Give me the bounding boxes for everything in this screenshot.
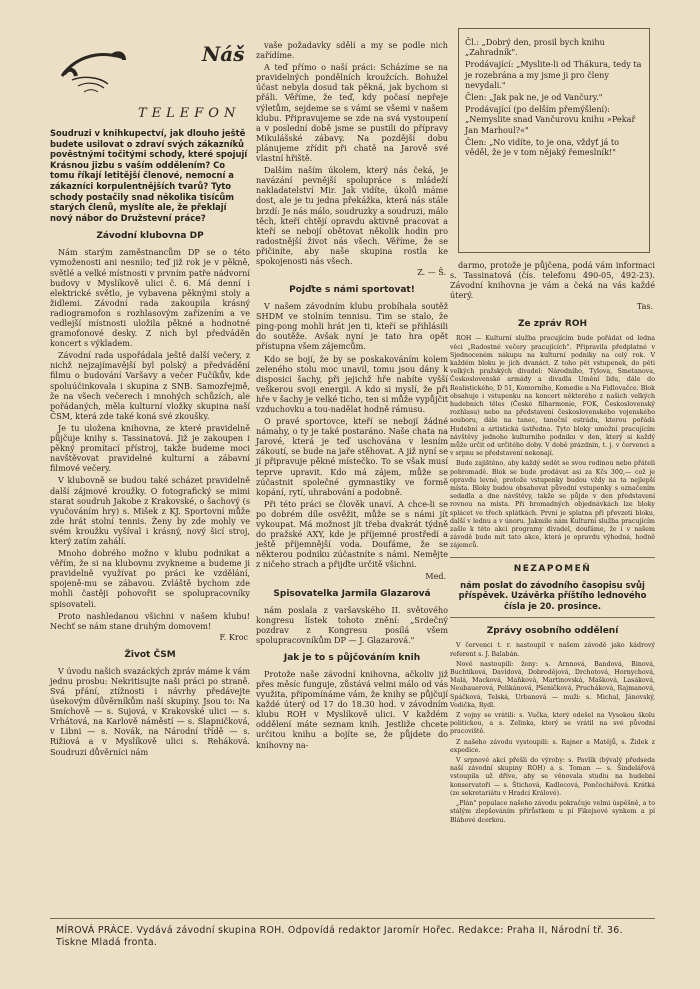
section-title-roh: Ze zpráv ROH: [517, 319, 588, 330]
dialog-text: (po delším přemýšlení): „Nemyslite snad Vančurovu knihu »Pekař Jan Marhoul?«": [465, 104, 636, 135]
paragraph: Bude zajištěno, aby každý sedět se svou rodinou nebo přáteli pohromadě. Blok se bude prodávat asi za Kčs 300,— což je opravdu levné, protože vstupenky budou vždy na ta nejlepší místa. Bloky budou obsahovat původní vstupenky s označením sedadla a dne návštěvy, takže se půjde v den představení rovnou na místa. Při hromadných objednávkách lze bloky splácet ve třech splátkách. První je splatna při převzetí bloku, další v lednu a v únoru. Jakmile nám Kulturní služba pracujícím zašle k této akci programy divadel, doufáme, že i v našem závodě bude mít tato akce, která je opravdu výhodná, hodně zájemců.: [450, 460, 655, 550]
paragraph: Nám starým zaměstnancům DP se o této vymoženosti ani nesnilo; teď již rok je v pěkně, světlé a velké místnosti v prvním patře nádvorní budovy v Myslíkově ulici č. 6. Má denní i elektrické světlo, je vybavena pěknými stoly a židlemi. Závodní rada zakoupila krásný radiogramofon s rozhlasovým zařízením a ve vedlejší místnosti uložila pěkné a hodnotné gramofonové desky. Z nich byl předváděn koncert s výkladem.: [50, 247, 250, 349]
dialog-line: [465, 59, 643, 90]
masthead-title-telefon: TELEFON: [138, 106, 241, 121]
paragraph: ROH — Kulturní služba pracujícím bude pořádat od ledna věci „Radostné večery pracujících". Připravila předplatné v Sjednoceném nákupu na kulturní podniky na celý rok. V každém bloku je jich dvanáct. Z toho pět vstupenek, do pěti velkých pražských divadel: Národního, Tylova, Smetanova, Československé armády a divadla Umění lidu, dále do Realistického, D 51, Komorního, Komedie a Na Fidlovačce. Blok obsahuje i vstupenku na koncert některého z našich velkých hudebních těles (České filharmonie, FOK, Československý rozhlasu) nebo na představení československého vojenského souboru, dále na tanec, taneční estrádu, kterou pořádá Hudební a artistická ústředna. Tyto bloky umožní pracujícím návštěvy jednoho kulturního podniku v den, který si každý může určit od určitého doby. V době prázdnin, t. j. v červenci a v srpnu se představení nekonají.: [450, 335, 655, 458]
column-3: [450, 37, 655, 827]
paragraph: O pravé sportovce, kteří se nebojí žádné námahy, o ty je také postaráno. Naše chata na Jarové, která je teď uschována v lesním zákoutí, se bude na jaře stěhovat. A již nyní se jí připravuje pěkné místečko. To se však musí teprve upravit. Kdo má zájem, může se zúčastnit společné gymnastiky ve formě kopání, rytí, uhrabování a podobně.: [256, 416, 448, 497]
dialog-text: „Dobrý den, prosil bych knihu „Zahradník".: [465, 37, 605, 58]
author-signature: Med.: [425, 571, 446, 581]
paragraph: V klubovně se budou také scházet pravidelně další zájmové kroužky. O fotografický se mimi starat soudruh Jakobe z Krakovské, o šachový (s vyučováním hry) s. Mišek z KJ. Sportovní může zde hrát stolní tennis. Ženy by zde mohly ve svém kroužku vyšíval i krásný, nový šicí stroj, který zatím zahálí.: [50, 475, 250, 546]
paragraph: Je tu uložena knihovna, ze které pravidelně půjčuje knihy s. Tassinatová. Již je zakoupen i pěkný promítací přístroj, takže budeme moci navštěvovat pravidelné kulturní a zábavní filmové večery.: [50, 422, 250, 474]
section-title-spisovatelka: Spisovatelka Jarmila Glazarová: [273, 588, 431, 599]
paragraph: darmo, protože je půjčena, podá vám informaci s. Tassinatová (čís. telefonu 490-05, 492-23). Závodní knihovna je vám a čeká na vás každé úterý.: [450, 260, 655, 301]
dialog-text: „Myslite-li od Thákura, tedy ta je rozebrána a my jsme ji pro členy nevydali.": [465, 59, 642, 90]
colophon: MÍROVÁ PRÁCE. Vydává závodní skupina ROH. Odpovídá redaktor Jaromír Hořec. Redakce: Praha II, Národní tř. 36. Tiskne Mladá fronta.: [56, 925, 623, 948]
paragraph: Nově nastoupili: ženy: s. Arnnová, Bandová, Binová, Buchtíková, Davídová, Dobrodějová, Drchotová, Hornychová, Malá, Macková, Maňková, Martinovská, Mašková, Lasáková, Neubauerová, Pelikánová, Pšeničková, Prucháková, Rajmanová, Spáčková, Telská, Urbanová — muži: s. Michal, Jánovský, Vodička, Rydl.: [450, 660, 655, 709]
dialog-wrapper: [450, 37, 655, 260]
footer-rule: [50, 918, 655, 919]
author-signature: Z. — Š.: [417, 268, 446, 278]
paragraph: Z vojny se vrátili: s. Vučka, který odešel na Vysokou školu politickou, a s. Zelinka, který se vrátil na své původní pracoviště.: [450, 712, 655, 736]
paragraph: Kdo se bojí, že by se poskakováním kolem zeleného stolu moc unavil, tomu jsou dány k disposici šachy, při jejichž hře nabíte vyšší veškerou svoji energii. A kdo si myslí, že při hře v šachy je velké ticho, ten si může vypůjčit vzduchovku a tou-nadělat hodně rámusu.: [256, 353, 448, 414]
author-signature: F. Kroc: [219, 632, 248, 642]
column-1: [50, 40, 250, 759]
dialog-line: [465, 37, 643, 57]
lead-paragraph: Soudruzi v knihkupectví, jak dlouho ještě budete usilovat o zdraví svých zákazníků pověstnými točitými schody, které spojují Krásnou jizbu s vaším oddělením? Co tomu říkají letitější členové, nemocní a zákazníci korpulentnějších tvarů? Tyto schody postačily snad několika tisícům starých členů, myslíte ale, že překlají nový nábor do Družstevní práce?: [50, 128, 248, 223]
masthead-title-nas: Náš: [202, 42, 245, 66]
dialog-speaker: Čl.:: [465, 37, 480, 47]
column-2: [256, 40, 448, 752]
dialog-text: „No vidíte, to je ona, vždyť já to věděl, že je v tom nějaký řemeslník!": [465, 136, 620, 158]
paragraph: V úvodu našich svazáckých zpráv máme k vám jednu prosbu: Nekritisujte naši práci po straně. Svá přání, ztížnosti i návrhy předávejte úsekovým důvěrníkům naší skupiny. Jsou to: Na Smíchově — s. Sujová, v Krakovské ulici — s. Vrhátová, na Karlově náměstí — s. Slapničková, v Libni — s. Novák, na Národní třídě — s. Rižiová a v Myslíkově ulici s. Reháková. Soudruzi důvěrníci nám: [50, 665, 250, 757]
dialog-text: „Jak pak ne, je od Vančury.": [489, 92, 603, 103]
dialog-speaker: Člen:: [465, 136, 487, 147]
dialog-box: [458, 28, 650, 253]
nezapomen-text: nám poslat do závodního časopisu svůj příspěvek. Uzávěrka příštího lednového čísla je 20. prosince.: [458, 579, 647, 611]
dialog-speaker: Člen:: [465, 92, 487, 103]
paragraph: Proto nashledanou všichni v našem klubu! Nechť se nám stane druhým domovem!: [50, 610, 250, 631]
paragraph: V srpnové akci přešli do výroby: s. Pavlík (bývalý předseda naší závodní skupiny ROH) a s. Toman — s. Šindelářová vstoupila už dříve, aby se věnovala studiu na hudební konservatoři — s. Štichová, Kadlecová, Pončochářová. Krátká (ze sekretariátu v Hradci Králové).: [450, 757, 655, 797]
paragraph: Protože naše závodní knihovna, ačkoliv již přes měsíc funguje, zůstává velmi málo od vás využita, připomínáme vám, že knihy se půjčují každé úterý od 17 do 18.30 hod. v závodním klubu ROH v Myslíkově ulici. V každém oddělení máte seznam knih. Jestliže chcete určitou knihu a bojíte se, že půjdete do knihovny na-: [256, 668, 448, 750]
dialog-speaker: Prodávající: [465, 104, 511, 115]
section-title-osobni: Zprávy osobního oddělení: [486, 626, 619, 637]
divider: [450, 557, 655, 558]
section-title-sport: Pojďte s námi sportovat!: [289, 285, 415, 296]
paragraph: nám poslala z varšavského II. světového kongresu lístek tohoto znění: „Srdečný pozdrav z Kongresu posílá všem spolupracovníkům DP — J. Glazarová.": [256, 604, 448, 645]
paragraph: Při této práci se člověk unaví. A chce-li se po dobrém díle osvěžit, může se s námi jít vykoupat. Má možnost jít třeba dvakrát týdně do pražské AXY, kde je příjemné prostředí a ještě příjemnější voda. Doufáme, že se některou podniku zúčastníte s námi. Nemějte z ničeho strach a přijďte určitě všichni.: [256, 498, 448, 570]
paragraph: vaše požadavky sdělí a my se podle nich zařídíme.: [256, 40, 448, 61]
paragraph: „Plán" populace našeho závodu pokračuje velmi úspěšně, a to stálým zlepšováním přírůstkem u pí Fikejsové synkem a pí Bláhové dcerkou.: [450, 800, 655, 824]
paragraph: A teď přímo o naší práci: Scházíme se na pravidelných pondělních kroužcích. Bohužel účast nebyla dosud tak pěkná, jak bychom si přáli. Věříme, že teď, kdy počasí nepřeje výletům, sejdeme se s vámi se všemi v našem klubu. Připravujeme se zde na svá vystoupení a v poslední době jsme se pustili do přípravy Mikulášské zábavy. Na pozdější dobu plánujeme zřídit při chatě na Jarově své vlastní hřiště.: [256, 62, 448, 164]
dialog-line: [465, 92, 643, 102]
paragraph: Závodní rada uspořádala ještě další večery, z nichž nejzajímavější byl polský a předvádění filmu o budování Varšavy a večer Fučíkův, kde spoluúčinkovala i skupina z SNB. Samozřejmě, že na všech večerech i mnohých schůzích, ale pořádaných, měla kulturní vložky skupina naší ČSM, která zde také koná své zkoušky.: [50, 350, 250, 421]
dialog-line: [465, 137, 643, 157]
section-title-klubovna: Závodní klubovna DP: [96, 231, 204, 242]
paragraph: Mnoho dobrého možno v klubu podnikat a věřím, že si na klubovnu zvykneme a budeme ji pravidelně využívat po práci ke vzdělání, spojeně-mu se zábavou. Zvláště bychom zde mohli častěji pohovořit se spolupracovníky spisovateli.: [50, 548, 250, 609]
masthead: [50, 40, 250, 128]
section-title-nezapomen: NEZAPOMEŇ: [513, 563, 592, 574]
paragraph: V červenci t. r. nastoupil v našem závodě jako kádrový referent s. J. Balabán.: [450, 642, 655, 658]
section-title-zivot-csm: Život ČSM: [124, 649, 176, 660]
dialog-line: [465, 104, 643, 135]
dialog-speaker: Prodávající:: [465, 59, 514, 70]
paragraph: V našem závodním klubu probíhala soutěž SHDM ve stolním tennisu. Tim se stalo, že ping-pong mohli hrát jen ti, kteří se přihlásili do soutěže. Avšak nyní je tato hra opět přístupna všem zájemcům.: [256, 301, 448, 352]
paragraph: Z našeho závodu vystoupili: s. Rajner a Matějů, s. Židek z expedice.: [450, 738, 655, 754]
author-signature: Tas.: [636, 302, 653, 312]
section-title-knihy: Jak je to s půjčováním knih: [283, 652, 421, 663]
paragraph: Dalším naším úkolem, který nás čeká, je navázání pevnější spolupráce s mládeží nakladatelství Mir. Jak vidíte, úkolů máme dost, ale je tu jedna překážka, která nás stále brzdí: Je nás málo, soudruzky a soudruzi, málo těch, kteří chtějí opravdu aktivně pracovat a kteří se nebojí obětovat několik hodin pro radostnější život nás všech. Věříme, že se přičiníte, aby naše skupina rostla ke spokojenosti nás všech.: [256, 165, 448, 266]
telephone-icon: [58, 46, 128, 94]
divider: [450, 617, 655, 618]
